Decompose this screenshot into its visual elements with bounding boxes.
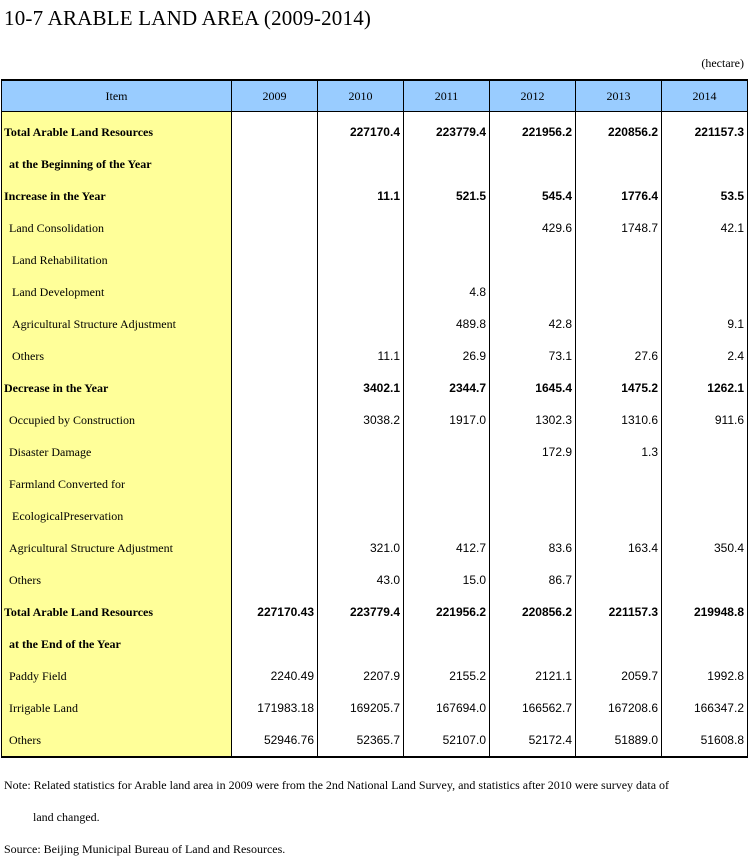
row-label: Land Consolidation	[2, 212, 232, 244]
table-row	[2, 340, 748, 372]
table-cell	[576, 468, 662, 500]
table-cell: 172.9	[490, 436, 576, 468]
table-row	[2, 660, 748, 692]
arable-land-table	[1, 79, 748, 758]
table-cell: 163.4	[576, 532, 662, 564]
note-text: Note: Related statistics for Arable land area in 2009 were from the 2nd National Land Survey, and statistics after 2010 were survey data of	[4, 778, 670, 792]
table-cell	[576, 244, 662, 276]
table-cell: 2344.7	[404, 372, 490, 404]
table-cell: 1645.4	[490, 372, 576, 404]
table-cell: 26.9	[404, 340, 490, 372]
table-cell: 52172.4	[490, 724, 576, 757]
table-cell	[318, 148, 404, 180]
table-cell: 11.1	[318, 180, 404, 212]
table-cell	[490, 628, 576, 660]
table-cell	[404, 244, 490, 276]
note-text-continued: land changed.	[33, 810, 100, 824]
table-cell	[232, 148, 318, 180]
column-header-item: Item	[2, 80, 232, 112]
row-label: Others	[2, 564, 232, 596]
table-cell: 51889.0	[576, 724, 662, 757]
table-cell: 52365.7	[318, 724, 404, 757]
table-cell	[576, 564, 662, 596]
table-cell: 52107.0	[404, 724, 490, 757]
table-cell: 227170.43	[232, 596, 318, 628]
table-cell: 223779.4	[404, 112, 490, 149]
table-cell	[232, 532, 318, 564]
table-cell	[232, 308, 318, 340]
table-cell	[232, 372, 318, 404]
table-cell	[318, 244, 404, 276]
table-cell	[318, 276, 404, 308]
table-cell	[662, 276, 748, 308]
table-cell: 167694.0	[404, 692, 490, 724]
table-cell: 171983.18	[232, 692, 318, 724]
table-cell: 42.8	[490, 308, 576, 340]
row-label: at the End of the Year	[2, 628, 232, 660]
table-cell: 1475.2	[576, 372, 662, 404]
table-cell: 1748.7	[576, 212, 662, 244]
row-label: Others	[2, 724, 232, 757]
table-cell	[318, 308, 404, 340]
table-cell: 51608.8	[662, 724, 748, 757]
table-cell: 221157.3	[662, 112, 748, 149]
table-cell	[662, 468, 748, 500]
table-cell	[318, 436, 404, 468]
table-cell: 52946.76	[232, 724, 318, 757]
table-cell: 53.5	[662, 180, 748, 212]
table-row	[2, 112, 748, 149]
table-cell: 2121.1	[490, 660, 576, 692]
table-cell: 2240.49	[232, 660, 318, 692]
header-row	[2, 80, 748, 112]
table-cell: 227170.4	[318, 112, 404, 149]
table-cell: 429.6	[490, 212, 576, 244]
table-cell: 221956.2	[404, 596, 490, 628]
table-row	[2, 724, 748, 757]
table-cell	[404, 500, 490, 532]
table-cell: 43.0	[318, 564, 404, 596]
row-label: Agricultural Structure Adjustment	[2, 532, 232, 564]
table-cell	[232, 180, 318, 212]
table-row	[2, 500, 748, 532]
table-cell: 3038.2	[318, 404, 404, 436]
table-cell: 911.6	[662, 404, 748, 436]
table-cell	[662, 564, 748, 596]
row-label: Occupied by Construction	[2, 404, 232, 436]
column-header-2013: 2013	[576, 80, 662, 112]
table-cell	[490, 148, 576, 180]
row-label: Decrease in the Year	[2, 372, 232, 404]
table-row	[2, 436, 748, 468]
table-cell: 2155.2	[404, 660, 490, 692]
table-cell	[404, 148, 490, 180]
table-row	[2, 148, 748, 180]
table-row	[2, 244, 748, 276]
table-cell: 1917.0	[404, 404, 490, 436]
table-cell: 1992.8	[662, 660, 748, 692]
table-cell: 169205.7	[318, 692, 404, 724]
table-cell	[232, 564, 318, 596]
table-cell: 2207.9	[318, 660, 404, 692]
row-label: Irrigable Land	[2, 692, 232, 724]
table-cell	[662, 628, 748, 660]
table-cell: 166347.2	[662, 692, 748, 724]
row-label: EcologicalPreservation	[2, 500, 232, 532]
table-row	[2, 628, 748, 660]
row-label: Land Development	[2, 276, 232, 308]
table-cell	[662, 500, 748, 532]
unit-label: (hectare)	[701, 56, 744, 70]
table-cell	[318, 500, 404, 532]
table-row	[2, 468, 748, 500]
table-cell: 321.0	[318, 532, 404, 564]
table-cell: 412.7	[404, 532, 490, 564]
row-label: Disaster Damage	[2, 436, 232, 468]
table-cell: 220856.2	[490, 596, 576, 628]
table-cell: 3402.1	[318, 372, 404, 404]
table-cell: 489.8	[404, 308, 490, 340]
table-cell	[232, 112, 318, 149]
column-header-2009: 2009	[232, 80, 318, 112]
table-cell: 166562.7	[490, 692, 576, 724]
table-cell	[232, 212, 318, 244]
table-cell	[490, 468, 576, 500]
table-cell	[232, 404, 318, 436]
table-cell	[232, 276, 318, 308]
table-cell	[318, 468, 404, 500]
table-cell: 1.3	[576, 436, 662, 468]
page-title: 10-7 ARABLE LAND AREA (2009-2014)	[4, 6, 372, 30]
column-header-2011: 2011	[404, 80, 490, 112]
table-cell	[576, 276, 662, 308]
table-row	[2, 596, 748, 628]
table-cell	[404, 628, 490, 660]
table-row	[2, 564, 748, 596]
row-label: Land Rehabilitation	[2, 244, 232, 276]
table-row	[2, 372, 748, 404]
table-cell: 220856.2	[576, 112, 662, 149]
row-label: Agricultural Structure Adjustment	[2, 308, 232, 340]
table-cell	[232, 628, 318, 660]
table-cell	[662, 436, 748, 468]
table-cell	[490, 276, 576, 308]
table-cell: 219948.8	[662, 596, 748, 628]
row-label: Farmland Converted for	[2, 468, 232, 500]
table-row	[2, 180, 748, 212]
row-label: Paddy Field	[2, 660, 232, 692]
table-cell: 1262.1	[662, 372, 748, 404]
table-cell: 350.4	[662, 532, 748, 564]
table-cell	[576, 500, 662, 532]
table-cell: 11.1	[318, 340, 404, 372]
column-header-2012: 2012	[490, 80, 576, 112]
table-cell	[232, 340, 318, 372]
table-cell	[232, 468, 318, 500]
table-cell	[576, 148, 662, 180]
table-cell: 73.1	[490, 340, 576, 372]
row-label: Increase in the Year	[2, 180, 232, 212]
row-label: at the Beginning of the Year	[2, 148, 232, 180]
table-cell	[232, 244, 318, 276]
row-label: Others	[2, 340, 232, 372]
table-cell: 2.4	[662, 340, 748, 372]
table-cell: 83.6	[490, 532, 576, 564]
table-row	[2, 404, 748, 436]
table-cell	[404, 436, 490, 468]
table-cell: 2059.7	[576, 660, 662, 692]
table-cell	[232, 436, 318, 468]
table-cell	[404, 468, 490, 500]
table-cell: 4.8	[404, 276, 490, 308]
table-cell: 221157.3	[576, 596, 662, 628]
table-cell	[232, 500, 318, 532]
table-cell	[662, 148, 748, 180]
table-cell: 223779.4	[318, 596, 404, 628]
table-cell	[318, 212, 404, 244]
row-label: Total Arable Land Resources	[2, 596, 232, 628]
source-text: Source: Beijing Municipal Bureau of Land and Resources.	[4, 842, 286, 856]
table-cell	[490, 500, 576, 532]
table-cell	[404, 212, 490, 244]
table-cell	[576, 628, 662, 660]
table-cell: 86.7	[490, 564, 576, 596]
column-header-2014: 2014	[662, 80, 748, 112]
table-cell: 1776.4	[576, 180, 662, 212]
table-row	[2, 212, 748, 244]
table-cell	[490, 244, 576, 276]
table-row	[2, 276, 748, 308]
table-cell	[318, 628, 404, 660]
column-header-2010: 2010	[318, 80, 404, 112]
table-cell: 42.1	[662, 212, 748, 244]
table-cell: 15.0	[404, 564, 490, 596]
table-cell: 1302.3	[490, 404, 576, 436]
table-cell: 167208.6	[576, 692, 662, 724]
table-row	[2, 308, 748, 340]
table-cell: 221956.2	[490, 112, 576, 149]
table-cell	[662, 244, 748, 276]
table-cell: 545.4	[490, 180, 576, 212]
table-cell: 1310.6	[576, 404, 662, 436]
row-label: Total Arable Land Resources	[2, 112, 232, 149]
table-cell: 27.6	[576, 340, 662, 372]
table-row	[2, 692, 748, 724]
table-cell: 9.1	[662, 308, 748, 340]
table-cell: 521.5	[404, 180, 490, 212]
table-cell	[576, 308, 662, 340]
table-row	[2, 532, 748, 564]
